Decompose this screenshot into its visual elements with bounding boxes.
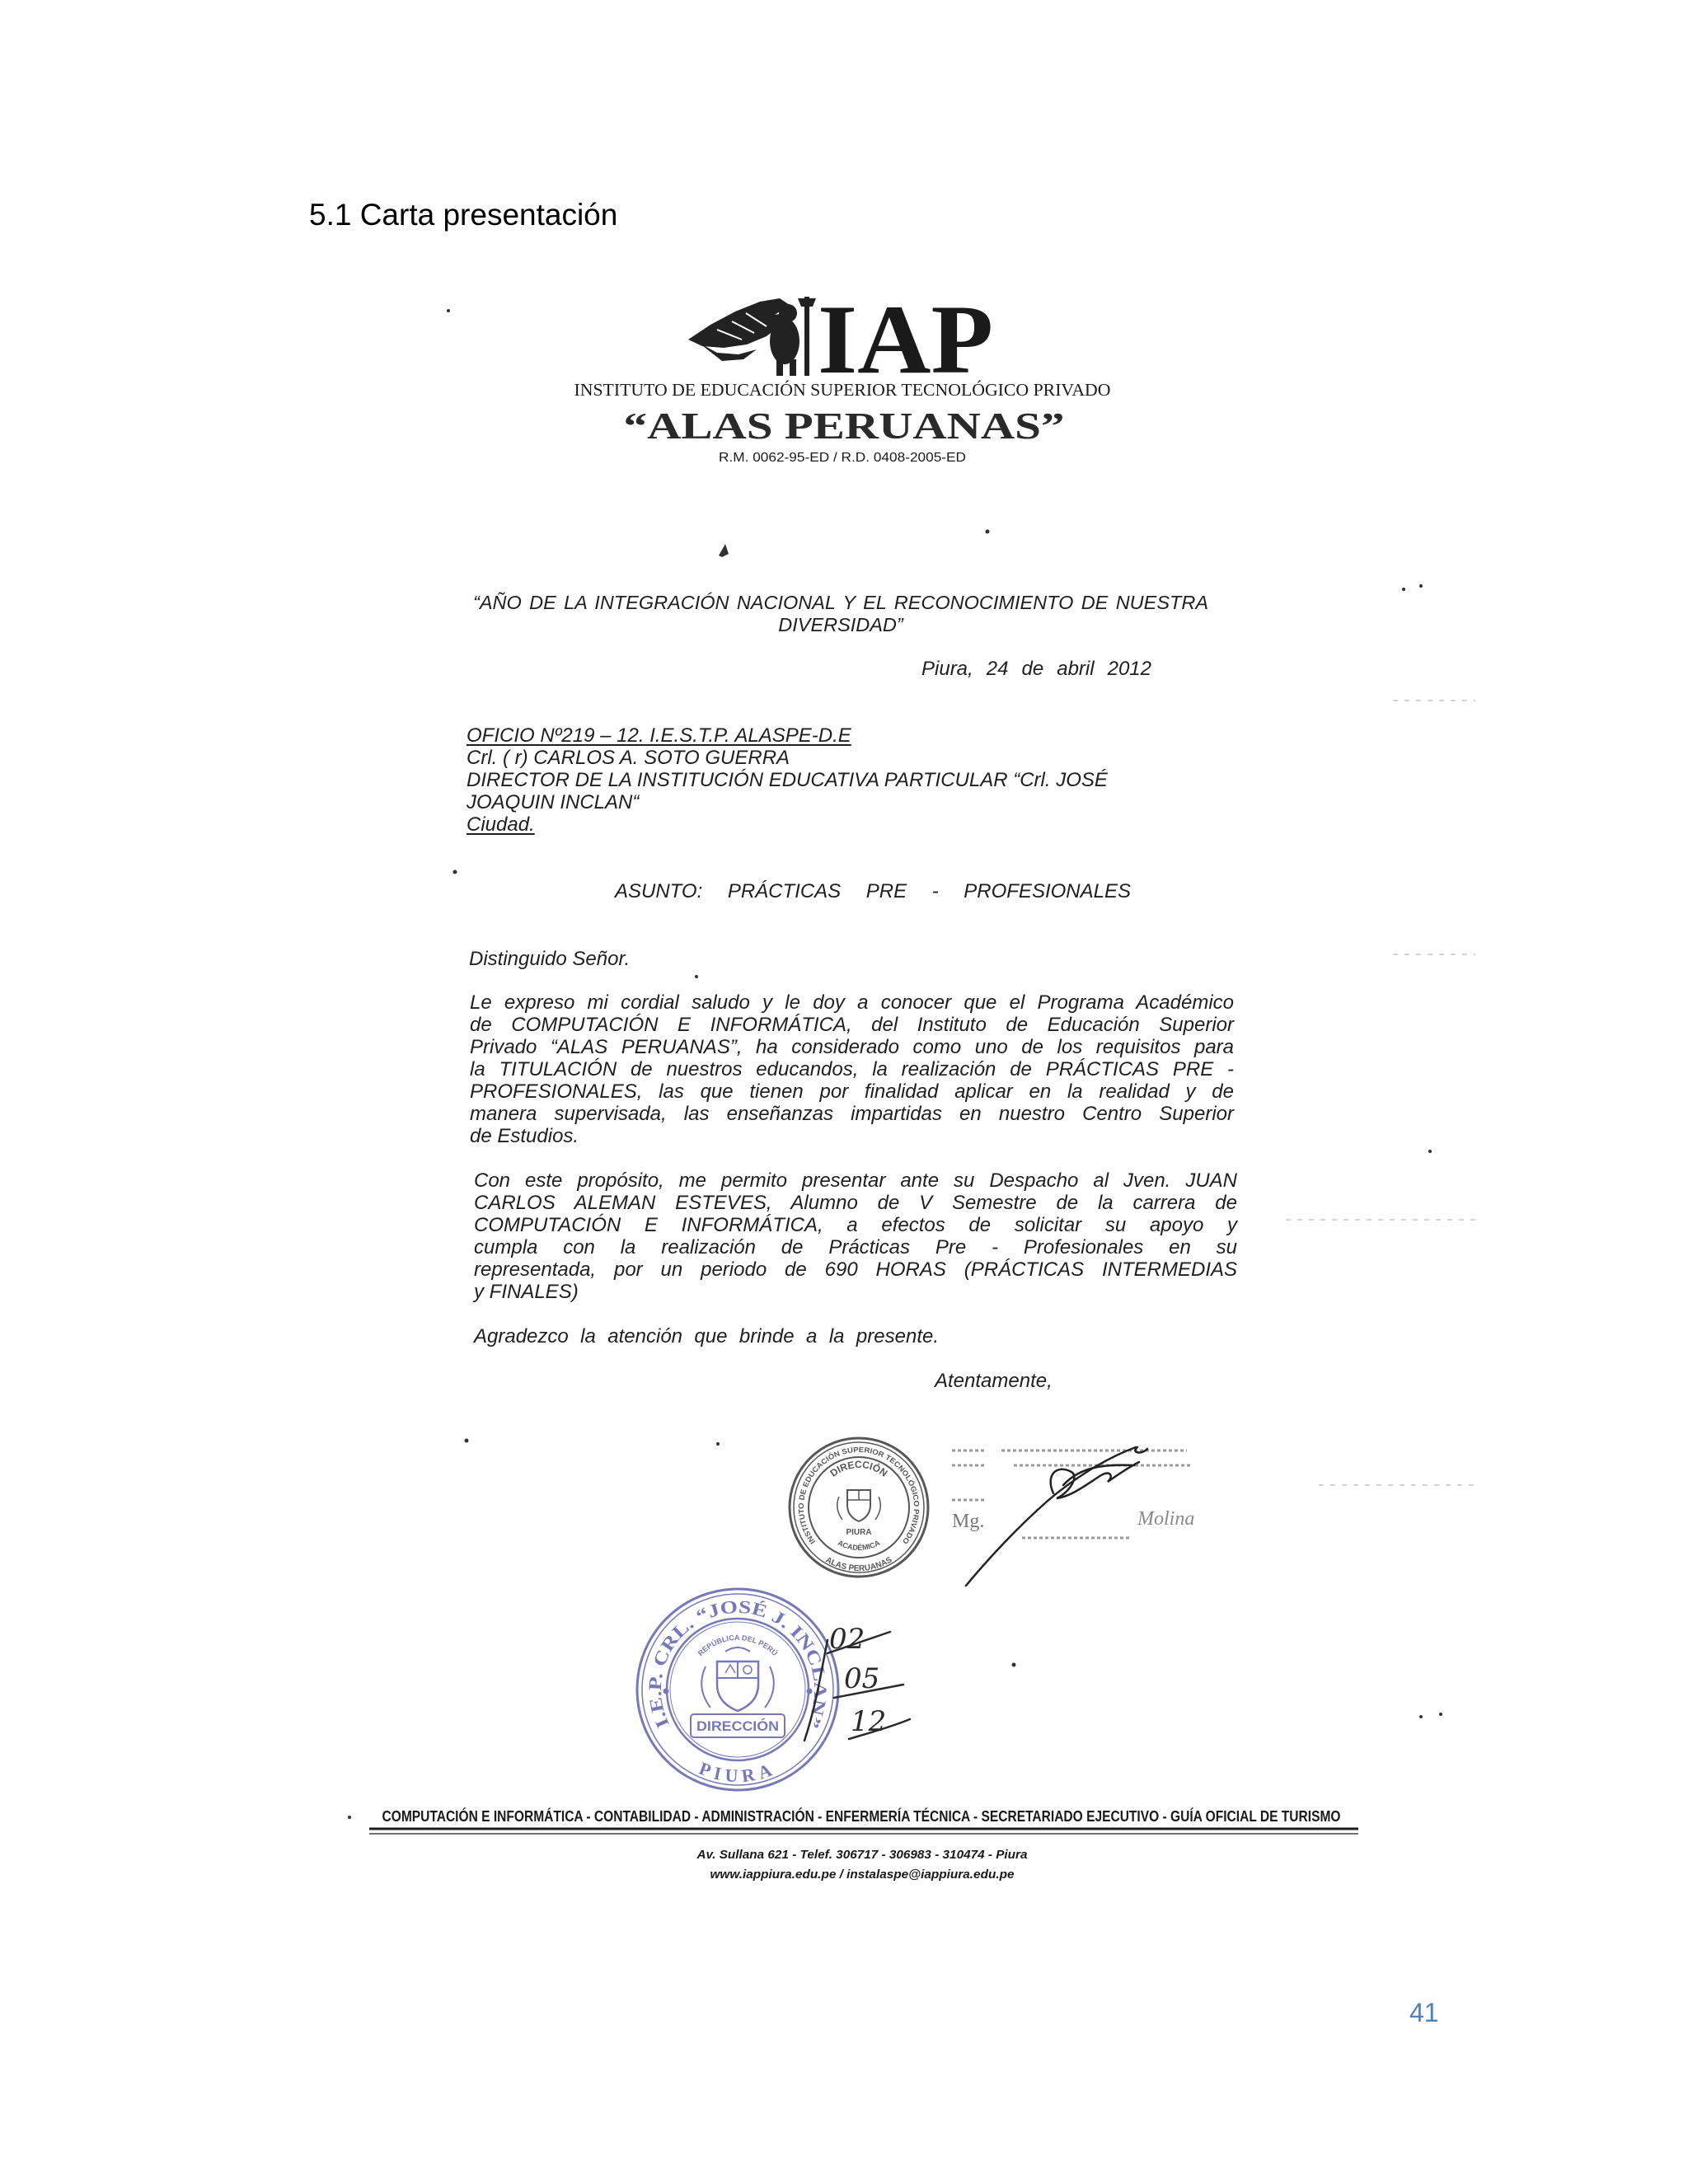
paragraph-2 [474, 1169, 1237, 1303]
handwritten-year: 12 [851, 1705, 887, 1738]
paragraph-line: cumpla con la realización de Prácticas Pre - Profesionales en su [474, 1236, 1237, 1258]
subject-line [615, 880, 1131, 902]
school-seal-arms-text: REPÚBLICA DEL PERÚ [696, 1633, 780, 1658]
name-stamp-title: Mg. [952, 1511, 985, 1532]
school-seal-city: PIURA [696, 1757, 780, 1787]
section-heading: 5.1 Carta presentación [309, 198, 618, 232]
footer-web: www.iappiura.edu.pe / instalaspe@iappiura.edu.pe [710, 1868, 1015, 1882]
paragraph-line: Privado “ALAS PERUANAS”, ha considerado como uno de los requisitos para [470, 1036, 1234, 1058]
footer-programs: COMPUTACIÓN E INFORMÁTICA - CONTABILIDAD - ADMINISTRACIÓN - ENFERMERÍA TÉCNICA - SECRETARIADO EJECUTIVO - GUÍA OFICIAL DE TURISMO [382, 1808, 1492, 1825]
scan-speck [986, 530, 990, 534]
scan-speck [1419, 584, 1423, 588]
paragraph-line: PROFESIONALES, las que tienen por finalidad aplicar en la realidad y de [470, 1080, 1234, 1103]
place-date [921, 658, 1151, 680]
salutation [469, 948, 630, 970]
handwritten-month: 05 [844, 1662, 880, 1695]
scan-speck [1428, 1150, 1432, 1153]
recipient-line: Crl. ( r) CARLOS A. SOTO GUERRA [467, 747, 790, 769]
paragraph-line: representada, por un periodo de 690 HORAS (PRÁCTICAS INTERMEDIAS [474, 1258, 1237, 1281]
institute-logo [688, 284, 993, 394]
year-motto-line: “AÑO DE LA INTEGRACIÓN NACIONAL Y EL RECONOCIMIENTO DE NUESTRA [473, 592, 1208, 613]
recipient-city: Ciudad. [467, 813, 535, 836]
resolutions-line: R.M. 0062-95-ED / R.D. 0408-2005-ED [719, 451, 966, 465]
paragraph-line: de COMPUTACIÓN E INFORMÁTICA, del Instituto de Educación Superior [470, 1014, 1234, 1036]
recipient-line: DIRECTOR DE LA INSTITUCIÓN EDUCATIVA PARTICULAR “Crl. JOSÉ [467, 769, 1108, 791]
name-stamp [952, 1451, 1194, 1538]
direccion-seal-inner-text: ACADÉMICA [836, 1538, 882, 1553]
scan-speck [719, 544, 729, 557]
year-motto-line: DIVERSIDAD” [778, 614, 903, 635]
handwritten-signature [966, 1447, 1147, 1586]
paragraph-line: Le expreso mi cordial saludo y le doy a conocer que el Programa Académico [470, 991, 1234, 1014]
sign-off [935, 1370, 1053, 1392]
paragraph-line: la TITULACIÓN de nuestros educandos, la realización de PRÁCTICAS PRE - [470, 1058, 1234, 1080]
scan-speck [453, 870, 457, 874]
sign-off-text: Atentamente, [935, 1370, 1053, 1392]
recipient-block [467, 724, 1208, 836]
school-seal-ring-text: I.E.P. CRL. “JOSÉ J. INCLAN” [644, 1596, 832, 1732]
reference-number: OFICIO Nº219 – 12. I.E.S.T.P. ALASPE-D.E [467, 724, 851, 747]
closing-thanks [474, 1325, 939, 1347]
name-stamp-surname: Molina [1137, 1508, 1195, 1530]
logo-text: IAP [818, 284, 993, 394]
paragraph-line: y FINALES) [474, 1281, 579, 1303]
school-seal-band: DIRECCIÓN [696, 1718, 779, 1734]
scan-speck [695, 975, 698, 978]
scan-speck [447, 309, 450, 312]
condor-emblem-icon [688, 297, 816, 376]
scan-speck [1012, 1663, 1016, 1667]
salutation-text: Distinguido Señor. [469, 948, 631, 970]
scan-noise-dashes [1286, 701, 1475, 1485]
handwritten-day: 02 [829, 1623, 865, 1656]
scan-speck [465, 1439, 469, 1443]
footer-rule [369, 1829, 1358, 1834]
paragraph-line: manera supervisada, las enseñanzas impartidas en nuestro Centro Superior [470, 1103, 1234, 1125]
direccion-seal-city: PIURA [846, 1528, 872, 1537]
direccion-seal-bottom-text: ALAS PERUANAS [823, 1555, 894, 1574]
scan-speck [1419, 1715, 1423, 1718]
direccion-seal-ring-text: INSTITUTO DE EDUCACIÓN SUPERIOR TECNOLÓGICO PRIVADO [796, 1445, 921, 1546]
paragraph-line: Con este propósito, me permito presentar ante su Despacho al Jven. JUAN [474, 1169, 1237, 1192]
closing-thanks-text: Agradezco la atención que brinde a la presente. [474, 1325, 939, 1347]
scan-speck [716, 1442, 720, 1446]
scan-speck [1402, 588, 1405, 591]
paragraph-line: de Estudios. [470, 1125, 579, 1147]
school-seal [637, 1589, 838, 1790]
page-number: 41 [1409, 1998, 1439, 2027]
institute-line: INSTITUTO DE EDUCACIÓN SUPERIOR TECNOLÓGICO PRIVADO [574, 380, 1111, 400]
paragraph-line: CARLOS ALEMAN ESTEVES, Alumno de V Semestre de la carrera de [474, 1192, 1237, 1214]
scan-speck [1439, 1713, 1442, 1716]
footer-address: Av. Sullana 621 - Telef. 306717 - 306983 - 310474 - Piura [696, 1848, 1028, 1862]
subject-text: ASUNTO: PRÁCTICAS PRE - PROFESIONALES [615, 880, 1131, 902]
direccion-seal-top-text: DIRECCIÓN [828, 1458, 890, 1479]
recipient-line: JOAQUIN INCLAN“ [467, 791, 640, 813]
year-motto [473, 592, 1208, 636]
scan-speck [348, 1816, 351, 1819]
paragraph-1 [470, 991, 1234, 1147]
paragraph-line: COMPUTACIÓN E INFORMÁTICA, a efectos de solicitar su apoyo y [474, 1214, 1237, 1236]
institute-name: “ALAS PERUANAS” [623, 405, 1065, 447]
place-date-text: Piura, 24 de abril 2012 [921, 658, 1151, 680]
